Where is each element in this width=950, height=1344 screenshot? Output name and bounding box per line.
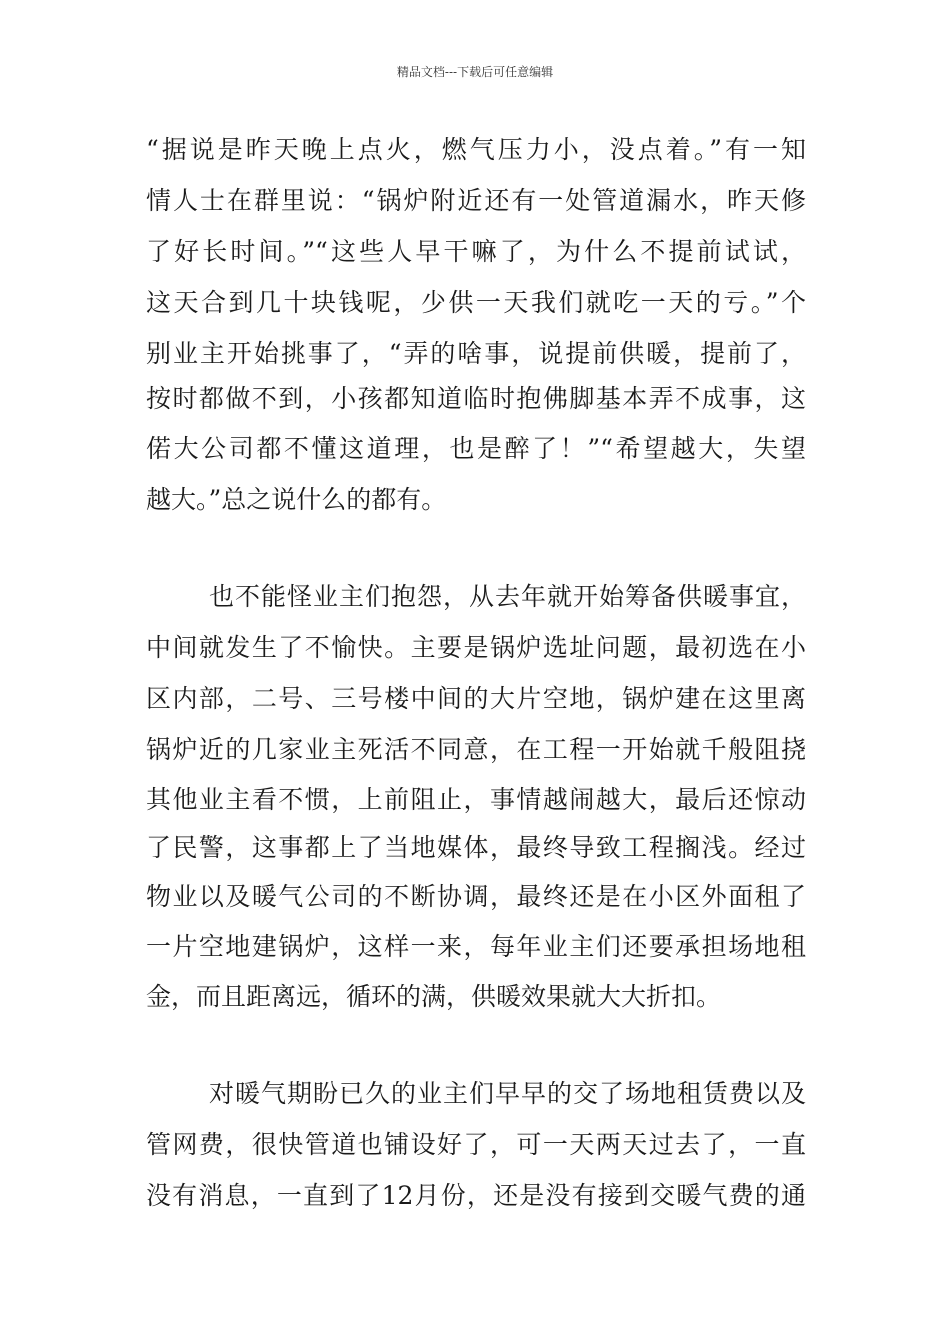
paragraph-line: 别业主开始挑事了，“弄的啥事，说提前供暖，提前了， [146, 339, 806, 368]
paragraph-line: 管网费，很快管道也铺设好了，可一天两天过去了，一直 [146, 1130, 806, 1159]
paragraph-line: 金，而且距离远，循环的满，供暖效果就大大折扣。 [146, 982, 722, 1011]
paragraph-line: 情人士在群里说：“锅炉附近还有一处管道漏水，昨天修 [146, 186, 806, 215]
paragraph-line: 对暖气期盼已久的业主们早早的交了场地租赁费以及 [209, 1079, 806, 1108]
paragraph-line: 这天合到几十块钱呢，少供一天我们就吃一天的亏。”个 [146, 288, 806, 317]
paragraph-line: 没有消息，一直到了12月份，还是没有接到交暖气费的通 [146, 1181, 806, 1210]
page-header: 精品文档---下载后可任意编辑 [396, 65, 554, 79]
paragraph-line: 按时都做不到，小孩都知道临时抱佛脚基本弄不成事，这 [146, 384, 806, 413]
paragraph-line: 一片空地建锅炉，这样一来，每年业主们还要承担场地租 [146, 932, 806, 961]
paragraph-line: 其他业主看不惯，上前阻止，事情越闹越大，最后还惊动 [146, 785, 806, 814]
paragraph-line: 了民警，这事都上了当地媒体，最终导致工程搁浅。经过 [146, 833, 806, 862]
paragraph-line: 了好长时间。”“这些人早干嘛了，为什么不提前试试， [146, 237, 806, 266]
paragraph-line: 物业以及暖气公司的不断协调，最终还是在小区外面租了 [146, 882, 806, 911]
paragraph-line: 区内部，二号、三号楼中间的大片空地，锅炉建在这里离 [146, 684, 806, 713]
paragraph-line: 越大。”总之说什么的都有。 [146, 485, 447, 514]
paragraph-line: 也不能怪业主们抱怨，从去年就开始筹备供暖事宜， [209, 582, 806, 611]
paragraph-line: “据说是昨天晚上点火，燃气压力小，没点着。”有一知 [146, 135, 806, 164]
paragraph-line: 锅炉近的几家业主死活不同意，在工程一开始就千般阻挠 [146, 735, 806, 764]
paragraph-line: 中间就发生了不愉快。主要是锅炉选址问题，最初选在小 [146, 633, 806, 662]
paragraph-line: 偌大公司都不懂这道理，也是醉了！”“希望越大，失望 [146, 434, 806, 463]
